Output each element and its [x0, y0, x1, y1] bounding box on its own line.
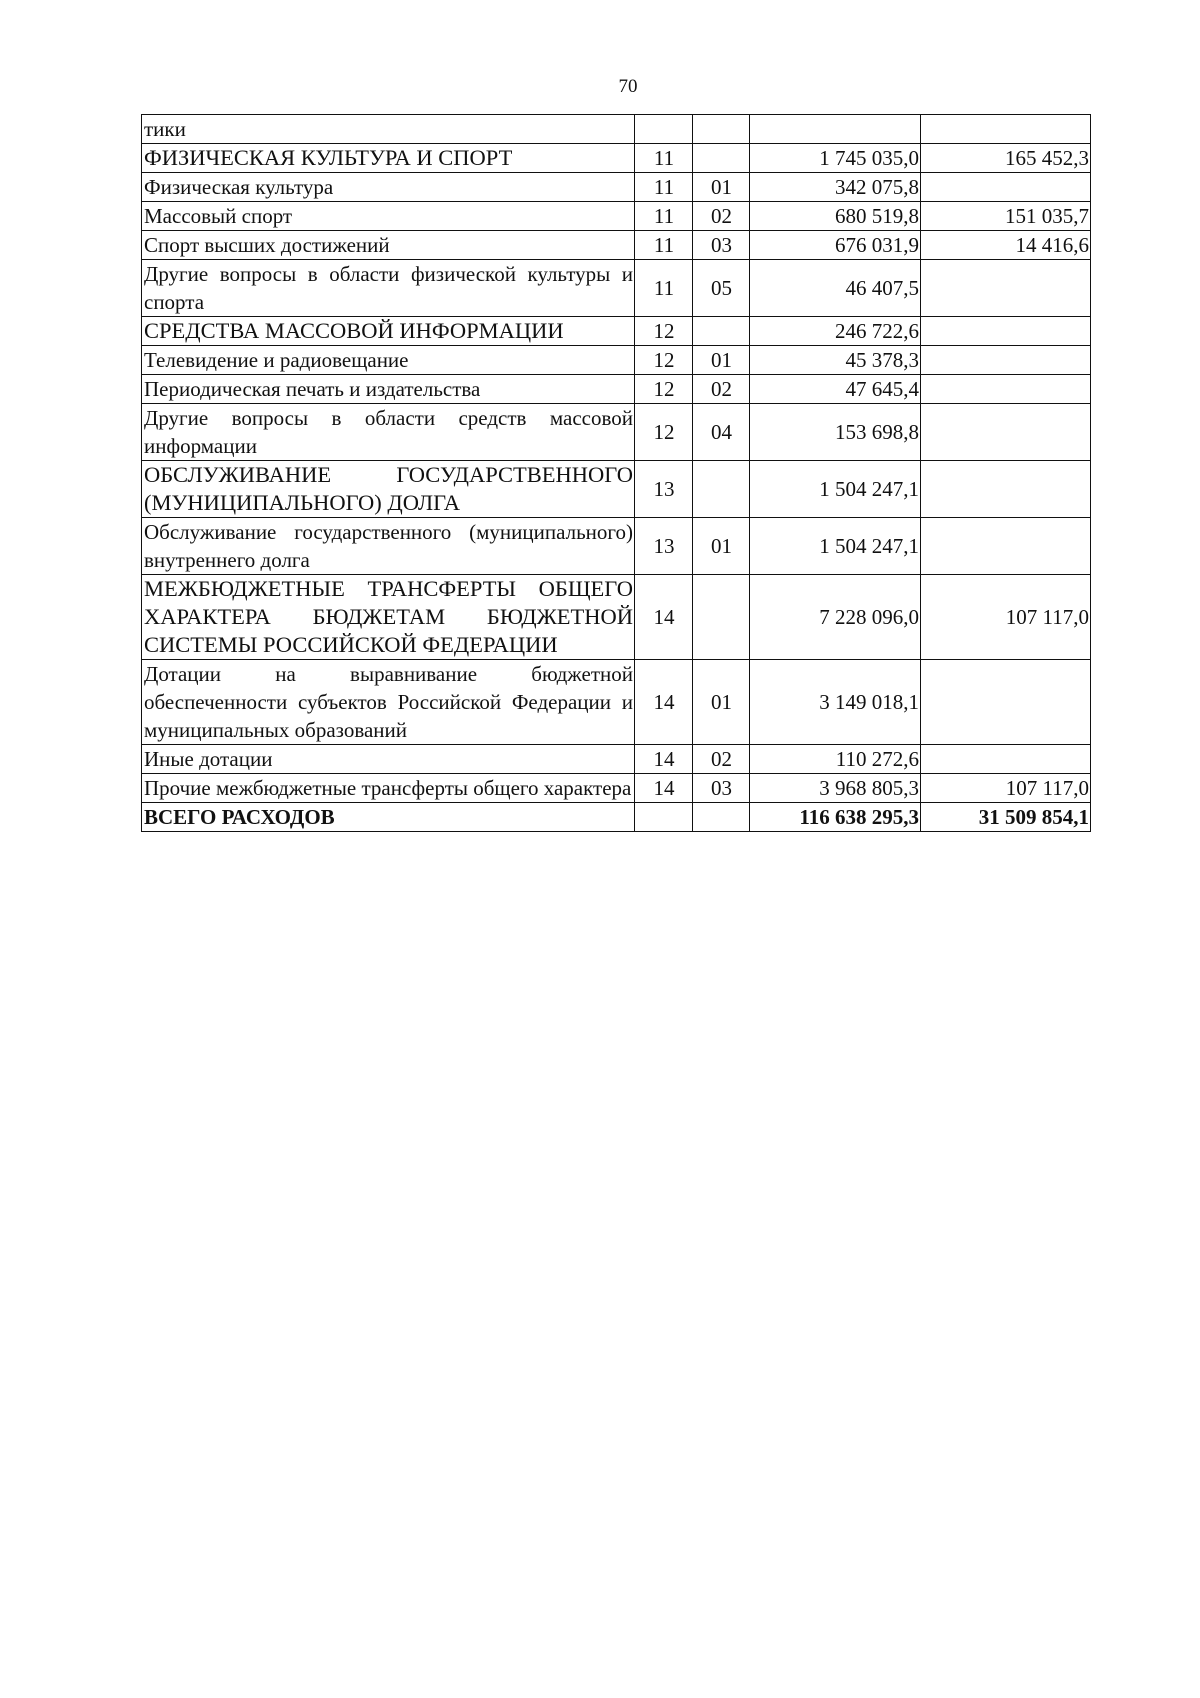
row-amount: 3 968 805,3 — [750, 774, 921, 803]
row-subsection-code — [693, 803, 750, 832]
row-amount: 45 378,3 — [750, 346, 921, 375]
row-section-code: 12 — [635, 317, 693, 346]
row-amount-secondary — [921, 518, 1091, 575]
row-amount: 246 722,6 — [750, 317, 921, 346]
row-name: Физическая культура — [142, 173, 635, 202]
table-row — [142, 745, 1091, 774]
row-amount-secondary: 107 117,0 — [921, 575, 1091, 660]
row-subsection-code — [693, 144, 750, 173]
row-amount-secondary — [921, 660, 1091, 745]
row-subsection-code: 01 — [693, 660, 750, 745]
row-amount: 676 031,9 — [750, 231, 921, 260]
row-subsection-code: 02 — [693, 202, 750, 231]
table-row — [142, 115, 1091, 144]
row-amount: 110 272,6 — [750, 745, 921, 774]
row-subsection-code: 02 — [693, 375, 750, 404]
row-name: СРЕДСТВА МАССОВОЙ ИНФОРМАЦИИ — [142, 317, 635, 346]
row-name: Телевидение и радиовещание — [142, 346, 635, 375]
row-section-code: 14 — [635, 745, 693, 774]
row-amount-secondary — [921, 260, 1091, 317]
row-subsection-code: 01 — [693, 173, 750, 202]
row-amount: 7 228 096,0 — [750, 575, 921, 660]
table-row — [142, 803, 1091, 832]
page-number: 70 — [618, 76, 638, 97]
row-section-code: 12 — [635, 404, 693, 461]
row-amount: 153 698,8 — [750, 404, 921, 461]
row-name: Периодическая печать и издательства — [142, 375, 635, 404]
row-amount-secondary — [921, 461, 1091, 518]
expenditure-table-body — [142, 115, 1091, 832]
row-amount: 1 504 247,1 — [750, 518, 921, 575]
table-row — [142, 575, 1091, 660]
table-row — [142, 144, 1091, 173]
row-name: Прочие межбюджетные трансферты общего характера — [142, 774, 635, 803]
row-amount: 680 519,8 — [750, 202, 921, 231]
row-subsection-code — [693, 575, 750, 660]
row-name: ФИЗИЧЕСКАЯ КУЛЬТУРА И СПОРТ — [142, 144, 635, 173]
table-row — [142, 461, 1091, 518]
row-name: Дотации на выравнивание бюджетной обеспеченности субъектов Российской Федерации и муниципальных образований — [142, 660, 635, 745]
row-section-code: 14 — [635, 774, 693, 803]
row-subsection-code: 01 — [693, 518, 750, 575]
row-amount: 46 407,5 — [750, 260, 921, 317]
row-amount — [750, 115, 921, 144]
row-amount-secondary: 151 035,7 — [921, 202, 1091, 231]
row-amount-secondary — [921, 375, 1091, 404]
row-name: Массовый спорт — [142, 202, 635, 231]
table-row — [142, 173, 1091, 202]
row-section-code: 11 — [635, 231, 693, 260]
table-row — [142, 260, 1091, 317]
table-row — [142, 375, 1091, 404]
row-amount-secondary: 14 416,6 — [921, 231, 1091, 260]
row-amount-secondary — [921, 346, 1091, 375]
table-row — [142, 660, 1091, 745]
row-amount: 47 645,4 — [750, 375, 921, 404]
table-row — [142, 317, 1091, 346]
row-name: Иные дотации — [142, 745, 635, 774]
row-amount-secondary — [921, 404, 1091, 461]
row-subsection-code: 02 — [693, 745, 750, 774]
table-row — [142, 404, 1091, 461]
row-section-code — [635, 803, 693, 832]
row-amount: 1 504 247,1 — [750, 461, 921, 518]
row-name: ВСЕГО РАСХОДОВ — [142, 803, 635, 832]
row-section-code: 13 — [635, 518, 693, 575]
row-subsection-code — [693, 461, 750, 518]
row-name: Спорт высших достижений — [142, 231, 635, 260]
row-amount: 116 638 295,3 — [750, 803, 921, 832]
row-amount: 342 075,8 — [750, 173, 921, 202]
table-row — [142, 231, 1091, 260]
row-section-code: 11 — [635, 173, 693, 202]
row-section-code: 11 — [635, 260, 693, 317]
row-name: тики — [142, 115, 635, 144]
row-name: ОБСЛУЖИВАНИЕ ГОСУДАРСТВЕННОГО (МУНИЦИПАЛЬНОГО) ДОЛГА — [142, 461, 635, 518]
row-section-code: 13 — [635, 461, 693, 518]
row-amount-secondary — [921, 115, 1091, 144]
row-amount-secondary — [921, 173, 1091, 202]
expenditure-table — [141, 114, 1091, 832]
row-subsection-code: 03 — [693, 774, 750, 803]
row-section-code — [635, 115, 693, 144]
row-subsection-code: 05 — [693, 260, 750, 317]
row-amount-secondary: 165 452,3 — [921, 144, 1091, 173]
row-section-code: 12 — [635, 346, 693, 375]
row-name: МЕЖБЮДЖЕТНЫЕ ТРАНСФЕРТЫ ОБЩЕГО ХАРАКТЕРА БЮДЖЕТАМ БЮДЖЕТНОЙ СИСТЕМЫ РОССИЙСКОЙ ФЕДЕРАЦИИ — [142, 575, 635, 660]
row-name: Другие вопросы в области средств массовой информации — [142, 404, 635, 461]
row-amount-secondary — [921, 317, 1091, 346]
row-subsection-code: 04 — [693, 404, 750, 461]
row-amount-secondary: 107 117,0 — [921, 774, 1091, 803]
row-amount-secondary — [921, 745, 1091, 774]
table-row — [142, 346, 1091, 375]
row-section-code: 14 — [635, 575, 693, 660]
row-amount: 3 149 018,1 — [750, 660, 921, 745]
table-row — [142, 774, 1091, 803]
row-section-code: 12 — [635, 375, 693, 404]
row-section-code: 14 — [635, 660, 693, 745]
row-subsection-code — [693, 317, 750, 346]
row-section-code: 11 — [635, 144, 693, 173]
table-row — [142, 518, 1091, 575]
row-amount: 1 745 035,0 — [750, 144, 921, 173]
row-subsection-code — [693, 115, 750, 144]
row-subsection-code: 01 — [693, 346, 750, 375]
table-row — [142, 202, 1091, 231]
row-section-code: 11 — [635, 202, 693, 231]
row-subsection-code: 03 — [693, 231, 750, 260]
row-amount-secondary: 31 509 854,1 — [921, 803, 1091, 832]
row-name: Другие вопросы в области физической культуры и спорта — [142, 260, 635, 317]
row-name: Обслуживание государственного (муниципального) внутреннего долга — [142, 518, 635, 575]
